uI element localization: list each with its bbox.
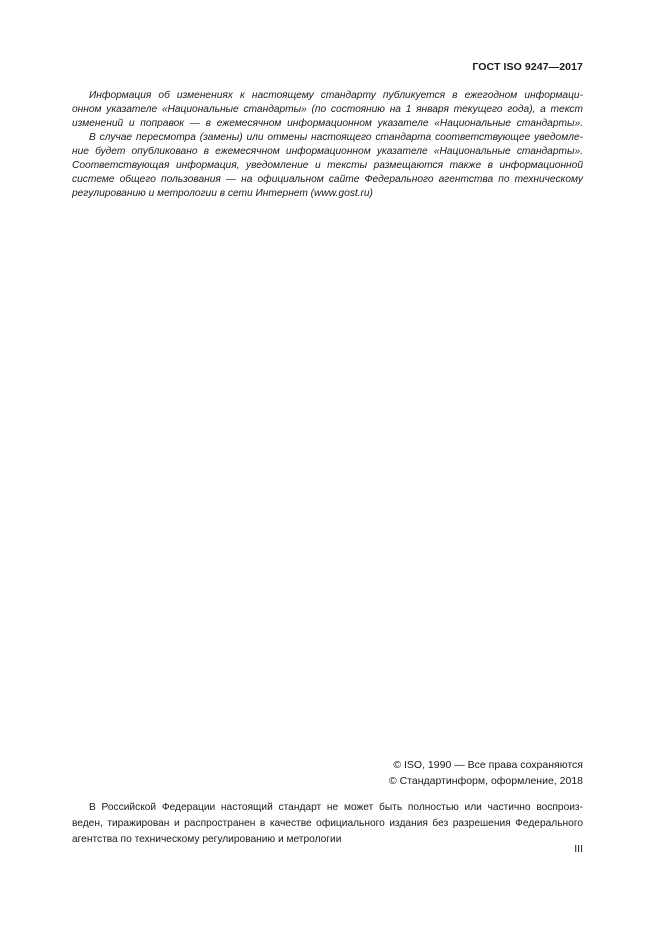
notice-line: изменений и поправок — в ежемесячном информационном указателе «Национальные стандарты». — [72, 118, 583, 129]
legal-line: веден, тиражирован и распространен в качестве официального издания без разрешения Федерального — [72, 818, 583, 829]
notice-line: ние будет опубликовано в ежемесячном информационном указателе «Национальные стандарты». — [72, 146, 583, 157]
legal-notice-paragraph — [72, 800, 583, 848]
changes-notice-paragraph — [72, 89, 583, 201]
legal-line: агентства по техническому регулированию и метрологии — [72, 834, 342, 845]
page-header-standard-id: ГОСТ ISO 9247—2017 — [472, 61, 583, 73]
notice-line: Соответствующая информация, уведомление и тексты размещаются также в информационной — [72, 160, 583, 171]
copyright-iso: © ISO, 1990 — Все права сохраняются — [393, 759, 583, 771]
legal-line: В Российской Федерации настоящий стандарт не может быть полностью или частично воспроиз- — [89, 802, 583, 813]
notice-line: Информация об изменениях к настоящему стандарту публикуется в ежегодном информаци- — [89, 90, 583, 101]
notice-line: регулированию и метрологии в сети Интернет (www.gost.ru) — [72, 188, 373, 199]
copyright-block — [389, 757, 583, 789]
page-number: III — [574, 843, 583, 855]
notice-line: онном указателе «Национальные стандарты» (по состоянию на 1 января текущего года), а текст — [72, 104, 583, 115]
notice-line: В случае пересмотра (замены) или отмены настоящего стандарта соответствующее уведомле- — [89, 132, 583, 143]
notice-line: системе общего пользования — на официальном сайте Федерального агентства по техническому — [72, 174, 583, 185]
copyright-standartinform: © Стандартинформ, оформление, 2018 — [388, 775, 583, 787]
